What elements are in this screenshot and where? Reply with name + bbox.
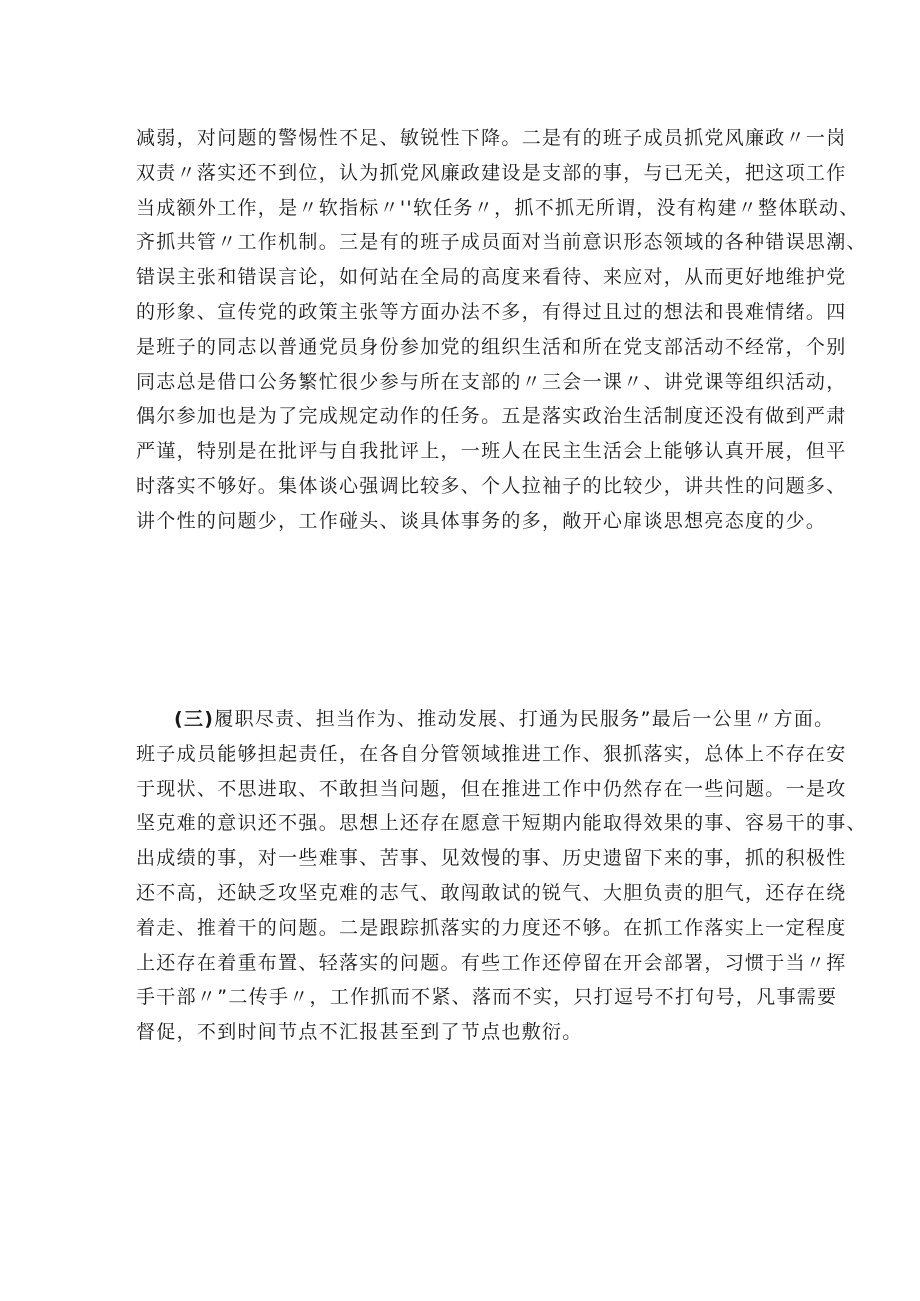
paragraph-2 (136, 702, 867, 1050)
paragraph-line: 错误主张和错误言论，如何站在全局的高度来看待、来应对，从而更好地维护党 (136, 266, 847, 289)
section-heading-text: 履职尽责、担当作为、推动发展、打通为民服务”最后一公里〃方面。 (214, 708, 835, 730)
section-number: (三) (174, 708, 215, 730)
paragraph-line: 时落实不够好。集体谈心强调比较多、个人拉袖子的比较少，讲共性的问题多、 (136, 474, 847, 497)
paragraph-line: 上还存在着重布置、轻落实的问题。有些工作还停留在开会部署，习惯于当〃挥 (136, 951, 847, 974)
paragraph-line: 于现状、不思进取、不敢担当问题，但在推进工作中仍然存在一些问题。一是攻 (136, 777, 847, 800)
paragraph-line: 讲个性的问题少，工作碰头、谈具体事务的多，敞开心扉谈思想亮态度的少。 (136, 509, 827, 532)
section-heading-line (136, 702, 835, 737)
paragraph-line: 手干部〃”二传手〃，工作抓而不紧、落而不实，只打逗号不打句号，凡事需要 (136, 986, 838, 1009)
paragraph-line: 的形象、宣传党的政策主张等方面办法不多，有得过且过的想法和畏难情绪。四 (136, 300, 847, 323)
paragraph-line: 班子成员能够担起责任，在各自分管领域推进工作、狠抓落实，总体上不存在安 (136, 742, 847, 765)
paragraph-line: 严谨，特别是在批评与自我批评上，一班人在民主生活会上能够认真开展，但平 (136, 440, 847, 463)
paragraph-line: 偶尔参加也是为了完成规定动作的任务。五是落实政治生活制度还没有做到严肃 (136, 405, 847, 428)
paragraph-line: 减弱，对问题的警惕性不足、敏锐性下降。二是有的班子成员抓党风廉政〃一岗 (136, 127, 847, 149)
paragraph-line: 还不高，还缺乏攻坚克难的志气、敢闯敢试的锐气、大胆负责的胆气，还存在绕 (136, 881, 847, 904)
paragraph-line: 出成绩的事，对一些难事、苦事、见效慢的事、历史遗留下来的事，抓的积极性 (136, 847, 847, 870)
paragraph-line: 坚克难的意识还不强。思想上还存在愿意干短期内能取得效果的事、容易干的事、 (136, 812, 867, 835)
paragraph-line: 同志总是借口公务繁忙很少参与所在支部的〃三会一课〃、讲党课等组织活动， (136, 370, 847, 393)
paragraph-line: 督促，不到时间节点不汇报甚至到了节点也敷衍。 (136, 1021, 583, 1044)
paragraph-line: 是班子的同志以普通党员身份参加党的组织生活和所在党支部活动不经常，个别 (136, 335, 847, 358)
paragraph-line: 当成额外工作，是〃软指标〃''软任务〃，抓不抓无所谓，没有构建〃整体联动、 (136, 196, 860, 219)
paragraph-line: 齐抓共管〃工作机制。三是有的班子成员面对当前意识形态领域的各种错误思潮、 (136, 231, 867, 254)
paragraph-1 (136, 121, 867, 539)
paragraph-line: 双责〃落实还不到位，认为抓党风廉政建设是支部的事，与已无关，把这项工作 (136, 161, 847, 184)
paragraph-line: 着走、推着干的问题。二是跟踪抓落实的力度还不够。在抓工作落实上一定程度 (136, 916, 847, 939)
